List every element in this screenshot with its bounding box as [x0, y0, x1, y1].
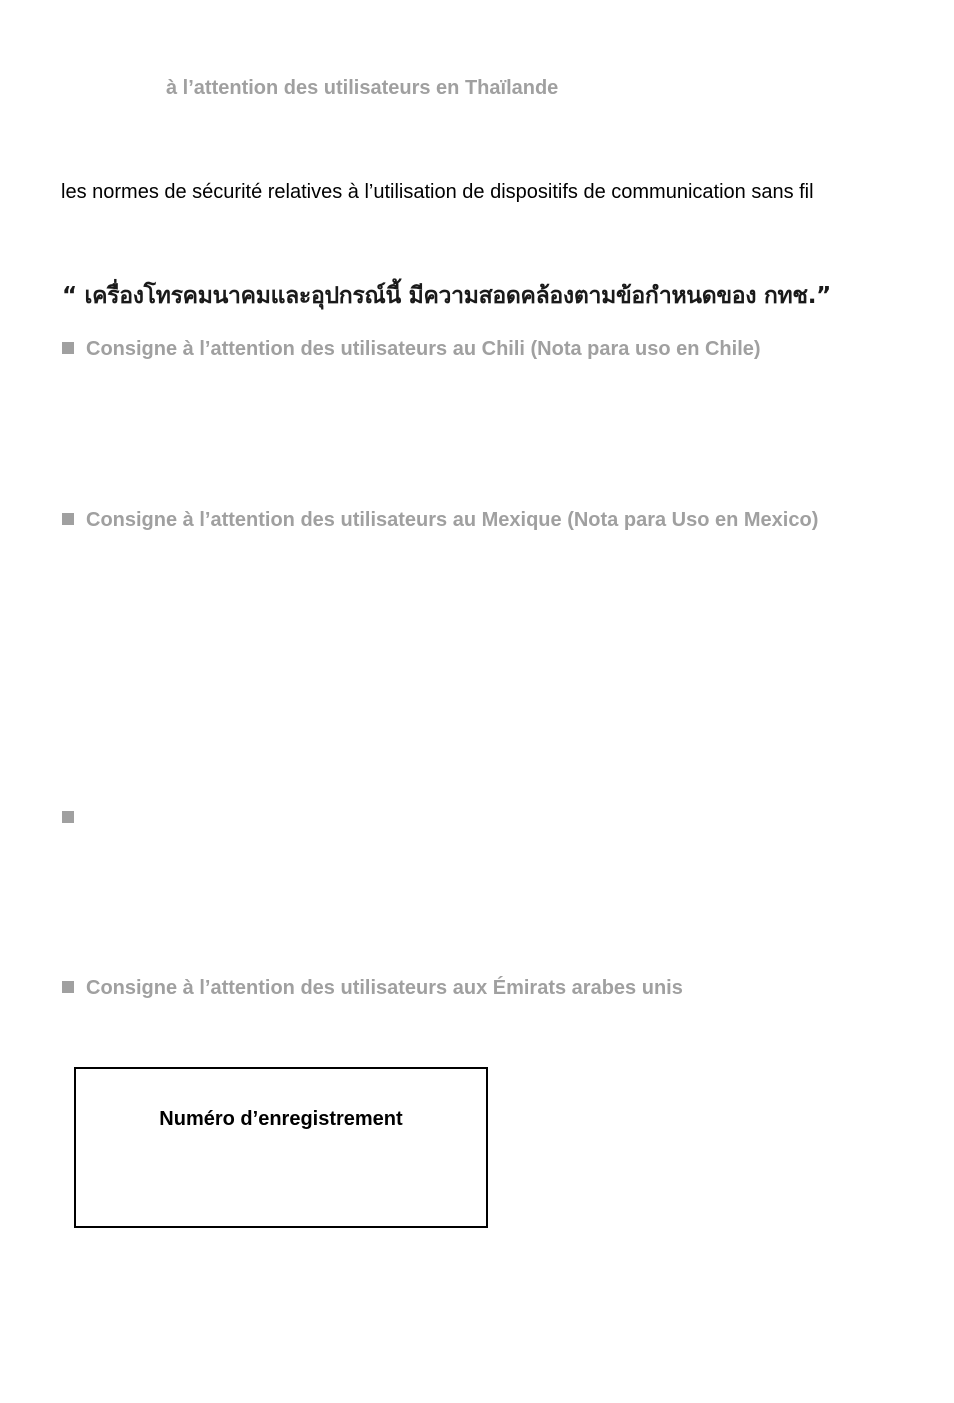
square-bullet-icon [62, 513, 74, 525]
square-bullet-icon [62, 811, 74, 823]
uae-heading: Consigne à l’attention des utilisateurs aux Émirats arabes unis [86, 977, 683, 999]
thailand-body-text: les normes de sécurité relatives à l’utilisation de dispositifs de communication sans fil [61, 181, 814, 203]
uae-heading-row [62, 976, 683, 1000]
mexico-heading: Consigne à l’attention des utilisateurs au Mexique (Nota para Uso en Mexico) [86, 509, 819, 531]
registration-number-label: Numéro d’enregistrement [159, 1108, 403, 1130]
thailand-heading: à l’attention des utilisateurs en Thaïlande [166, 77, 559, 99]
thailand-quote: “ เครื่องโทรคมนาคมและอุปกรณ์นี้ มีความสอดคล้องตามข้อกำหนดของ กทช.” [62, 283, 831, 309]
square-bullet-icon [62, 342, 74, 354]
registration-number-box [74, 1067, 488, 1228]
mexico-heading-row [62, 508, 818, 532]
square-bullet-icon [62, 981, 74, 993]
chile-heading: Consigne à l’attention des utilisateurs au Chili (Nota para uso en Chile) [86, 338, 761, 360]
chile-heading-row [62, 337, 761, 361]
